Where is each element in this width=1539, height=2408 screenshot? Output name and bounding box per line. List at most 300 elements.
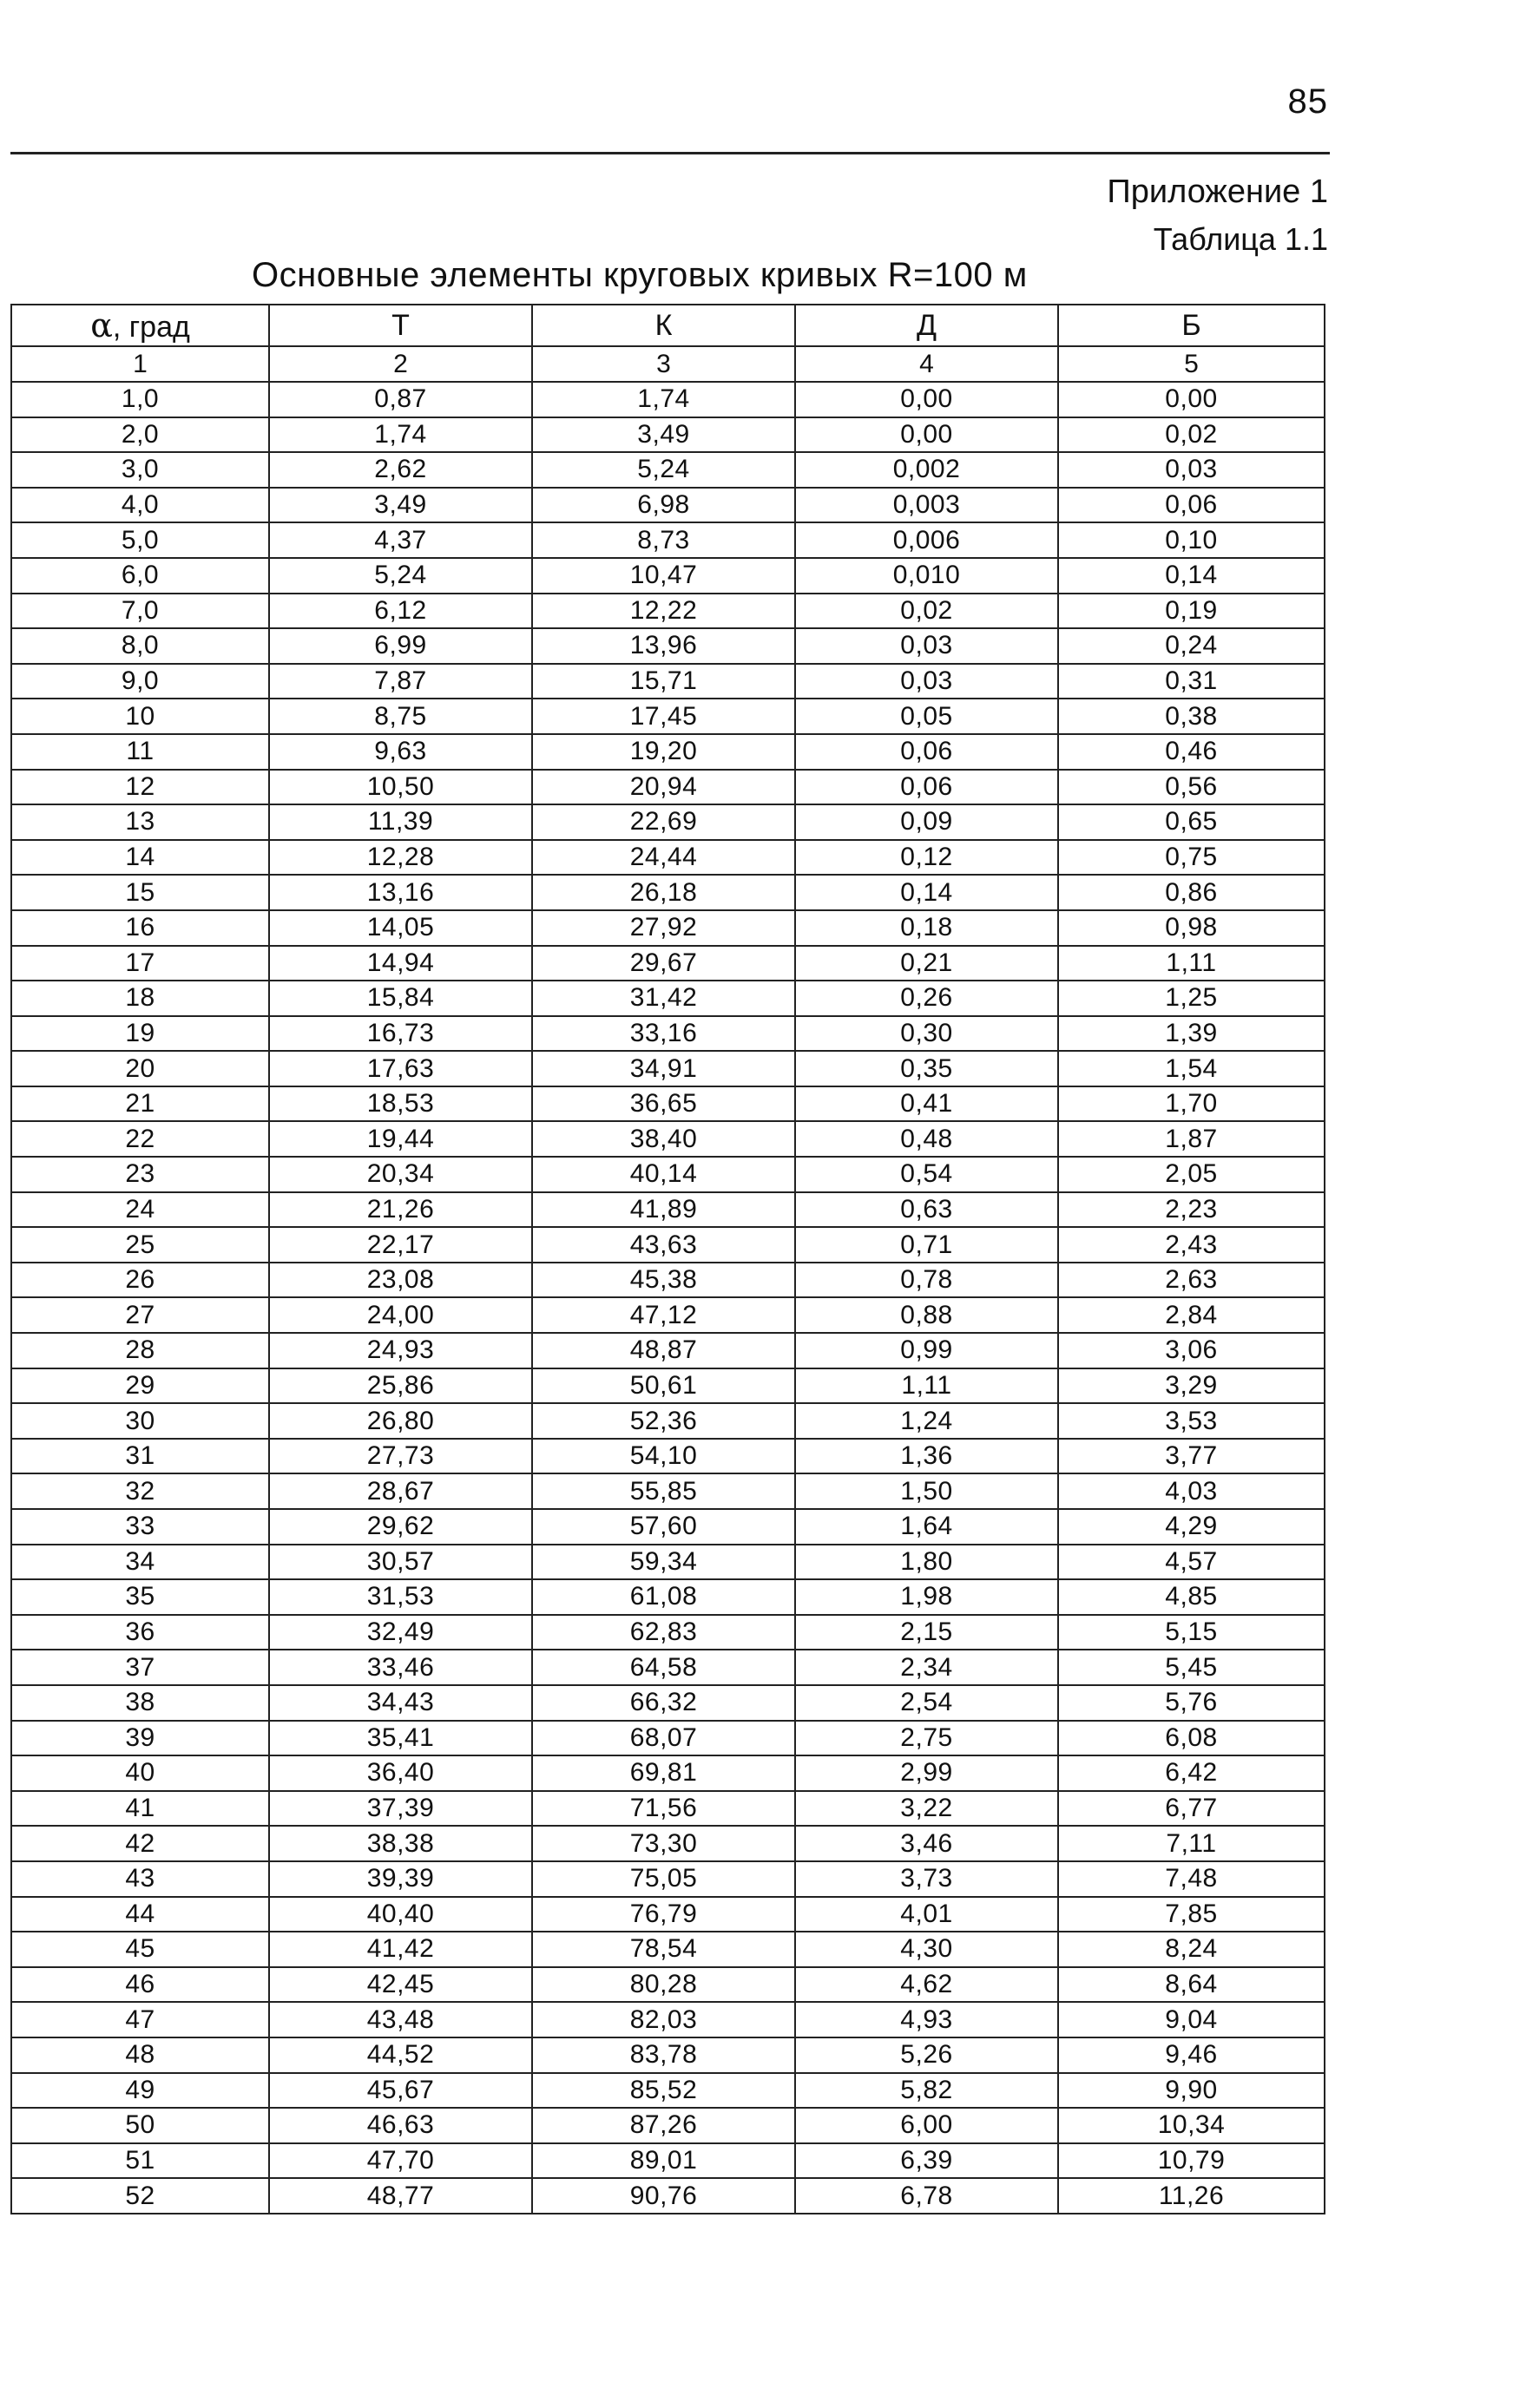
cell-domer: 1,11 (795, 1368, 1058, 1404)
cell-bisector: 0,38 (1058, 699, 1325, 734)
cell-domer: 0,48 (795, 1121, 1058, 1157)
cell-curve-length: 47,12 (532, 1297, 795, 1333)
header-cell-b: Б (1058, 305, 1325, 346)
cell-domer: 1,24 (795, 1403, 1058, 1439)
table-row (11, 2143, 1325, 2179)
table-row (11, 1967, 1325, 2003)
cell-bisector: 5,15 (1058, 1615, 1325, 1650)
cell-tangent: 5,24 (269, 558, 532, 594)
cell-domer: 0,00 (795, 417, 1058, 453)
cell-bisector: 2,23 (1058, 1192, 1325, 1228)
cell-tangent: 32,49 (269, 1615, 532, 1650)
cell-domer: 0,006 (795, 522, 1058, 558)
cell-angle: 14 (11, 840, 269, 876)
table-row (11, 1861, 1325, 1897)
cell-tangent: 21,26 (269, 1192, 532, 1228)
table-row (11, 946, 1325, 981)
cell-tangent: 22,17 (269, 1227, 532, 1263)
cell-angle: 50 (11, 2108, 269, 2143)
table-row (11, 1403, 1325, 1439)
cell-tangent: 25,86 (269, 1368, 532, 1404)
cell-curve-length: 50,61 (532, 1368, 795, 1404)
cell-angle: 31 (11, 1439, 269, 1474)
cell-domer: 5,26 (795, 2037, 1058, 2073)
cell-bisector: 10,34 (1058, 2108, 1325, 2143)
cell-angle: 7,0 (11, 594, 269, 629)
cell-angle: 17 (11, 946, 269, 981)
table-row (11, 1721, 1325, 1756)
cell-tangent: 12,28 (269, 840, 532, 876)
table-title: Основные элементы круговых кривых R=100 м (252, 256, 1028, 294)
cell-domer: 0,05 (795, 699, 1058, 734)
cell-angle: 15 (11, 875, 269, 910)
cell-angle: 39 (11, 1721, 269, 1756)
table-row (11, 875, 1325, 910)
cell-bisector: 10,79 (1058, 2143, 1325, 2179)
cell-curve-length: 75,05 (532, 1861, 795, 1897)
cell-domer: 0,88 (795, 1297, 1058, 1333)
cell-domer: 6,00 (795, 2108, 1058, 2143)
cell-curve-length: 52,36 (532, 1403, 795, 1439)
table-row (11, 1509, 1325, 1545)
cell-angle: 41 (11, 1791, 269, 1827)
table-row (11, 1121, 1325, 1157)
cell-angle: 16 (11, 910, 269, 946)
cell-curve-length: 54,10 (532, 1439, 795, 1474)
cell-angle: 30 (11, 1403, 269, 1439)
cell-angle: 36 (11, 1615, 269, 1650)
cell-bisector: 0,14 (1058, 558, 1325, 594)
table-row (11, 840, 1325, 876)
cell-bisector: 2,43 (1058, 1227, 1325, 1263)
cell-bisector: 11,26 (1058, 2178, 1325, 2214)
cell-bisector: 1,70 (1058, 1086, 1325, 1122)
cell-angle: 9,0 (11, 664, 269, 699)
table-row (11, 522, 1325, 558)
cell-domer: 2,15 (795, 1615, 1058, 1650)
cell-angle: 13 (11, 804, 269, 840)
cell-curve-length: 59,34 (532, 1545, 795, 1580)
cell-angle: 34 (11, 1545, 269, 1580)
cell-curve-length: 64,58 (532, 1650, 795, 1685)
cell-domer: 0,99 (795, 1333, 1058, 1368)
cell-domer: 0,00 (795, 382, 1058, 417)
cell-domer: 0,06 (795, 770, 1058, 805)
cell-curve-length: 66,32 (532, 1685, 795, 1721)
cell-tangent: 13,16 (269, 875, 532, 910)
cell-bisector: 0,46 (1058, 734, 1325, 770)
cell-tangent: 19,44 (269, 1121, 532, 1157)
cell-angle: 27 (11, 1297, 269, 1333)
table-row (11, 664, 1325, 699)
cell-curve-length: 78,54 (532, 1932, 795, 1967)
table-row (11, 2037, 1325, 2073)
cell-tangent: 10,50 (269, 770, 532, 805)
cell-angle: 40 (11, 1755, 269, 1791)
column-number: 1 (11, 346, 269, 382)
cell-tangent: 17,63 (269, 1051, 532, 1086)
cell-tangent: 37,39 (269, 1791, 532, 1827)
cell-curve-length: 13,96 (532, 628, 795, 664)
cell-angle: 48 (11, 2037, 269, 2073)
cell-curve-length: 76,79 (532, 1897, 795, 1932)
cell-bisector: 0,06 (1058, 488, 1325, 523)
cell-angle: 37 (11, 1650, 269, 1685)
cell-tangent: 38,38 (269, 1826, 532, 1861)
cell-curve-length: 61,08 (532, 1579, 795, 1615)
cell-curve-length: 20,94 (532, 770, 795, 805)
table-row (11, 628, 1325, 664)
header-cell-k: К (532, 305, 795, 346)
table-label: Таблица 1.1 (1153, 221, 1328, 257)
cell-bisector: 6,77 (1058, 1791, 1325, 1827)
cell-curve-length: 40,14 (532, 1157, 795, 1192)
cell-curve-length: 1,74 (532, 382, 795, 417)
cell-curve-length: 8,73 (532, 522, 795, 558)
cell-tangent: 16,73 (269, 1016, 532, 1052)
header-cell-d: Д (795, 305, 1058, 346)
table-header (11, 305, 1325, 382)
cell-domer: 0,18 (795, 910, 1058, 946)
cell-bisector: 4,03 (1058, 1473, 1325, 1509)
column-number: 5 (1058, 346, 1325, 382)
table-row (11, 1473, 1325, 1509)
cell-angle: 11 (11, 734, 269, 770)
cell-bisector: 2,84 (1058, 1297, 1325, 1333)
cell-angle: 24 (11, 1192, 269, 1228)
cell-bisector: 0,31 (1058, 664, 1325, 699)
cell-curve-length: 85,52 (532, 2073, 795, 2109)
cell-curve-length: 57,60 (532, 1509, 795, 1545)
cell-angle: 19 (11, 1016, 269, 1052)
cell-curve-length: 41,89 (532, 1192, 795, 1228)
cell-angle: 10 (11, 699, 269, 734)
cell-angle: 25 (11, 1227, 269, 1263)
cell-bisector: 0,98 (1058, 910, 1325, 946)
cell-angle: 20 (11, 1051, 269, 1086)
cell-tangent: 35,41 (269, 1721, 532, 1756)
cell-tangent: 24,00 (269, 1297, 532, 1333)
cell-bisector: 0,86 (1058, 875, 1325, 910)
cell-domer: 0,003 (795, 488, 1058, 523)
cell-angle: 52 (11, 2178, 269, 2214)
cell-angle: 43 (11, 1861, 269, 1897)
cell-tangent: 29,62 (269, 1509, 532, 1545)
alpha-symbol: α (90, 306, 113, 344)
cell-tangent: 42,45 (269, 1967, 532, 2003)
cell-angle: 22 (11, 1121, 269, 1157)
cell-angle: 5,0 (11, 522, 269, 558)
cell-domer: 4,01 (795, 1897, 1058, 1932)
cell-domer: 0,010 (795, 558, 1058, 594)
cell-angle: 21 (11, 1086, 269, 1122)
cell-angle: 42 (11, 1826, 269, 1861)
cell-curve-length: 43,63 (532, 1227, 795, 1263)
cell-bisector: 9,46 (1058, 2037, 1325, 2073)
cell-tangent: 30,57 (269, 1545, 532, 1580)
cell-tangent: 44,52 (269, 2037, 532, 2073)
cell-bisector: 1,25 (1058, 981, 1325, 1016)
cell-curve-length: 33,16 (532, 1016, 795, 1052)
cell-tangent: 26,80 (269, 1403, 532, 1439)
column-number: 4 (795, 346, 1058, 382)
header-cell-alpha (11, 305, 269, 346)
table-row (11, 1016, 1325, 1052)
table-row (11, 1263, 1325, 1298)
page-number: 85 (1287, 82, 1328, 121)
table-row (11, 1685, 1325, 1721)
cell-domer: 1,64 (795, 1509, 1058, 1545)
cell-tangent: 34,43 (269, 1685, 532, 1721)
cell-domer: 4,30 (795, 1932, 1058, 1967)
alpha-unit: , град (112, 311, 190, 344)
cell-domer: 0,03 (795, 628, 1058, 664)
table-row (11, 1192, 1325, 1228)
cell-tangent: 43,48 (269, 2002, 532, 2037)
cell-bisector: 1,11 (1058, 946, 1325, 981)
cell-curve-length: 27,92 (532, 910, 795, 946)
cell-curve-length: 80,28 (532, 1967, 795, 2003)
cell-curve-length: 90,76 (532, 2178, 795, 2214)
cell-tangent: 40,40 (269, 1897, 532, 1932)
cell-curve-length: 87,26 (532, 2108, 795, 2143)
cell-domer: 0,09 (795, 804, 1058, 840)
table-row (11, 488, 1325, 523)
cell-bisector: 0,24 (1058, 628, 1325, 664)
table-row (11, 452, 1325, 488)
cell-tangent: 11,39 (269, 804, 532, 840)
cell-curve-length: 34,91 (532, 1051, 795, 1086)
cell-tangent: 20,34 (269, 1157, 532, 1192)
cell-curve-length: 5,24 (532, 452, 795, 488)
cell-bisector: 8,64 (1058, 1967, 1325, 2003)
cell-curve-length: 22,69 (532, 804, 795, 840)
cell-angle: 12 (11, 770, 269, 805)
column-number: 3 (532, 346, 795, 382)
cell-curve-length: 48,87 (532, 1333, 795, 1368)
cell-tangent: 39,39 (269, 1861, 532, 1897)
cell-domer: 3,73 (795, 1861, 1058, 1897)
cell-domer: 0,54 (795, 1157, 1058, 1192)
cell-angle: 45 (11, 1932, 269, 1967)
cell-bisector: 5,76 (1058, 1685, 1325, 1721)
cell-bisector: 0,65 (1058, 804, 1325, 840)
cell-domer: 2,75 (795, 1721, 1058, 1756)
table-row (11, 417, 1325, 453)
table-row (11, 1897, 1325, 1932)
cell-tangent: 14,94 (269, 946, 532, 981)
table-row (11, 1297, 1325, 1333)
cell-bisector: 2,05 (1058, 1157, 1325, 1192)
table-row (11, 1545, 1325, 1580)
cell-domer: 0,12 (795, 840, 1058, 876)
table-row (11, 1755, 1325, 1791)
cell-curve-length: 3,49 (532, 417, 795, 453)
cell-curve-length: 68,07 (532, 1721, 795, 1756)
cell-tangent: 6,12 (269, 594, 532, 629)
cell-tangent: 33,46 (269, 1650, 532, 1685)
table-row (11, 1333, 1325, 1368)
cell-domer: 2,34 (795, 1650, 1058, 1685)
cell-angle: 1,0 (11, 382, 269, 417)
cell-bisector: 1,54 (1058, 1051, 1325, 1086)
cell-angle: 46 (11, 1967, 269, 2003)
cell-bisector: 2,63 (1058, 1263, 1325, 1298)
cell-curve-length: 89,01 (532, 2143, 795, 2179)
cell-tangent: 45,67 (269, 2073, 532, 2109)
cell-curve-length: 73,30 (532, 1826, 795, 1861)
cell-tangent: 36,40 (269, 1755, 532, 1791)
cell-curve-length: 24,44 (532, 840, 795, 876)
cell-domer: 4,93 (795, 2002, 1058, 2037)
table-row (11, 1157, 1325, 1192)
appendix-label: Приложение 1 (1107, 174, 1328, 210)
table-row (11, 770, 1325, 805)
cell-domer: 0,21 (795, 946, 1058, 981)
cell-curve-length: 36,65 (532, 1086, 795, 1122)
cell-curve-length: 55,85 (532, 1473, 795, 1509)
cell-angle: 32 (11, 1473, 269, 1509)
cell-domer: 0,06 (795, 734, 1058, 770)
cell-bisector: 7,48 (1058, 1861, 1325, 1897)
cell-tangent: 9,63 (269, 734, 532, 770)
cell-domer: 4,62 (795, 1967, 1058, 2003)
table-row (11, 1826, 1325, 1861)
cell-curve-length: 62,83 (532, 1615, 795, 1650)
column-number: 2 (269, 346, 532, 382)
cell-angle: 51 (11, 2143, 269, 2179)
cell-domer: 1,50 (795, 1473, 1058, 1509)
table-row (11, 1791, 1325, 1827)
cell-angle: 38 (11, 1685, 269, 1721)
cell-domer: 0,002 (795, 452, 1058, 488)
table-row (11, 1579, 1325, 1615)
cell-curve-length: 83,78 (532, 2037, 795, 2073)
cell-angle: 3,0 (11, 452, 269, 488)
table-row (11, 2002, 1325, 2037)
cell-bisector: 8,24 (1058, 1932, 1325, 1967)
table-row (11, 910, 1325, 946)
cell-angle: 44 (11, 1897, 269, 1932)
cell-bisector: 4,29 (1058, 1509, 1325, 1545)
cell-bisector: 7,11 (1058, 1826, 1325, 1861)
cell-domer: 0,35 (795, 1051, 1058, 1086)
cell-domer: 0,03 (795, 664, 1058, 699)
cell-angle: 49 (11, 2073, 269, 2109)
cell-bisector: 7,85 (1058, 1897, 1325, 1932)
table-row (11, 1227, 1325, 1263)
cell-curve-length: 69,81 (532, 1755, 795, 1791)
cell-tangent: 8,75 (269, 699, 532, 734)
cell-bisector: 3,77 (1058, 1439, 1325, 1474)
cell-curve-length: 82,03 (532, 2002, 795, 2037)
cell-bisector: 0,75 (1058, 840, 1325, 876)
cell-domer: 0,14 (795, 875, 1058, 910)
table-row (11, 2108, 1325, 2143)
cell-domer: 0,78 (795, 1263, 1058, 1298)
cell-bisector: 6,08 (1058, 1721, 1325, 1756)
table-row (11, 734, 1325, 770)
cell-angle: 33 (11, 1509, 269, 1545)
cell-tangent: 23,08 (269, 1263, 532, 1298)
cell-domer: 0,63 (795, 1192, 1058, 1228)
cell-bisector: 9,04 (1058, 2002, 1325, 2037)
cell-angle: 28 (11, 1333, 269, 1368)
cell-domer: 1,36 (795, 1439, 1058, 1474)
curve-elements-table (10, 304, 1325, 2214)
cell-tangent: 27,73 (269, 1439, 532, 1474)
cell-bisector: 9,90 (1058, 2073, 1325, 2109)
cell-domer: 2,54 (795, 1685, 1058, 1721)
table-row (11, 1615, 1325, 1650)
cell-bisector: 1,39 (1058, 1016, 1325, 1052)
cell-angle: 23 (11, 1157, 269, 1192)
cell-curve-length: 12,22 (532, 594, 795, 629)
cell-bisector: 4,57 (1058, 1545, 1325, 1580)
table-body (11, 382, 1325, 2214)
table-row (11, 981, 1325, 1016)
cell-curve-length: 31,42 (532, 981, 795, 1016)
cell-domer: 0,71 (795, 1227, 1058, 1263)
table-row (11, 1368, 1325, 1404)
cell-tangent: 6,99 (269, 628, 532, 664)
cell-bisector: 3,53 (1058, 1403, 1325, 1439)
cell-curve-length: 38,40 (532, 1121, 795, 1157)
table-row (11, 699, 1325, 734)
column-number-row (11, 346, 1325, 382)
header-row (11, 305, 1325, 346)
cell-tangent: 28,67 (269, 1473, 532, 1509)
cell-bisector: 0,56 (1058, 770, 1325, 805)
cell-tangent: 31,53 (269, 1579, 532, 1615)
cell-curve-length: 29,67 (532, 946, 795, 981)
cell-tangent: 48,77 (269, 2178, 532, 2214)
cell-angle: 4,0 (11, 488, 269, 523)
table-row (11, 1051, 1325, 1086)
cell-domer: 3,22 (795, 1791, 1058, 1827)
cell-domer: 2,99 (795, 1755, 1058, 1791)
cell-curve-length: 15,71 (532, 664, 795, 699)
cell-domer: 0,41 (795, 1086, 1058, 1122)
cell-angle: 2,0 (11, 417, 269, 453)
table-row (11, 2178, 1325, 2214)
cell-domer: 0,26 (795, 981, 1058, 1016)
cell-tangent: 3,49 (269, 488, 532, 523)
table-row (11, 1439, 1325, 1474)
cell-domer: 3,46 (795, 1826, 1058, 1861)
cell-curve-length: 19,20 (532, 734, 795, 770)
cell-bisector: 0,02 (1058, 417, 1325, 453)
table-row (11, 1086, 1325, 1122)
cell-bisector: 1,87 (1058, 1121, 1325, 1157)
cell-tangent: 7,87 (269, 664, 532, 699)
cell-tangent: 24,93 (269, 1333, 532, 1368)
cell-domer: 5,82 (795, 2073, 1058, 2109)
cell-tangent: 0,87 (269, 382, 532, 417)
cell-domer: 0,02 (795, 594, 1058, 629)
cell-curve-length: 6,98 (532, 488, 795, 523)
cell-tangent: 2,62 (269, 452, 532, 488)
table-row (11, 2073, 1325, 2109)
cell-angle: 8,0 (11, 628, 269, 664)
cell-angle: 18 (11, 981, 269, 1016)
cell-curve-length: 71,56 (532, 1791, 795, 1827)
cell-domer: 0,30 (795, 1016, 1058, 1052)
cell-angle: 35 (11, 1579, 269, 1615)
table-row (11, 382, 1325, 417)
cell-curve-length: 45,38 (532, 1263, 795, 1298)
cell-bisector: 0,03 (1058, 452, 1325, 488)
